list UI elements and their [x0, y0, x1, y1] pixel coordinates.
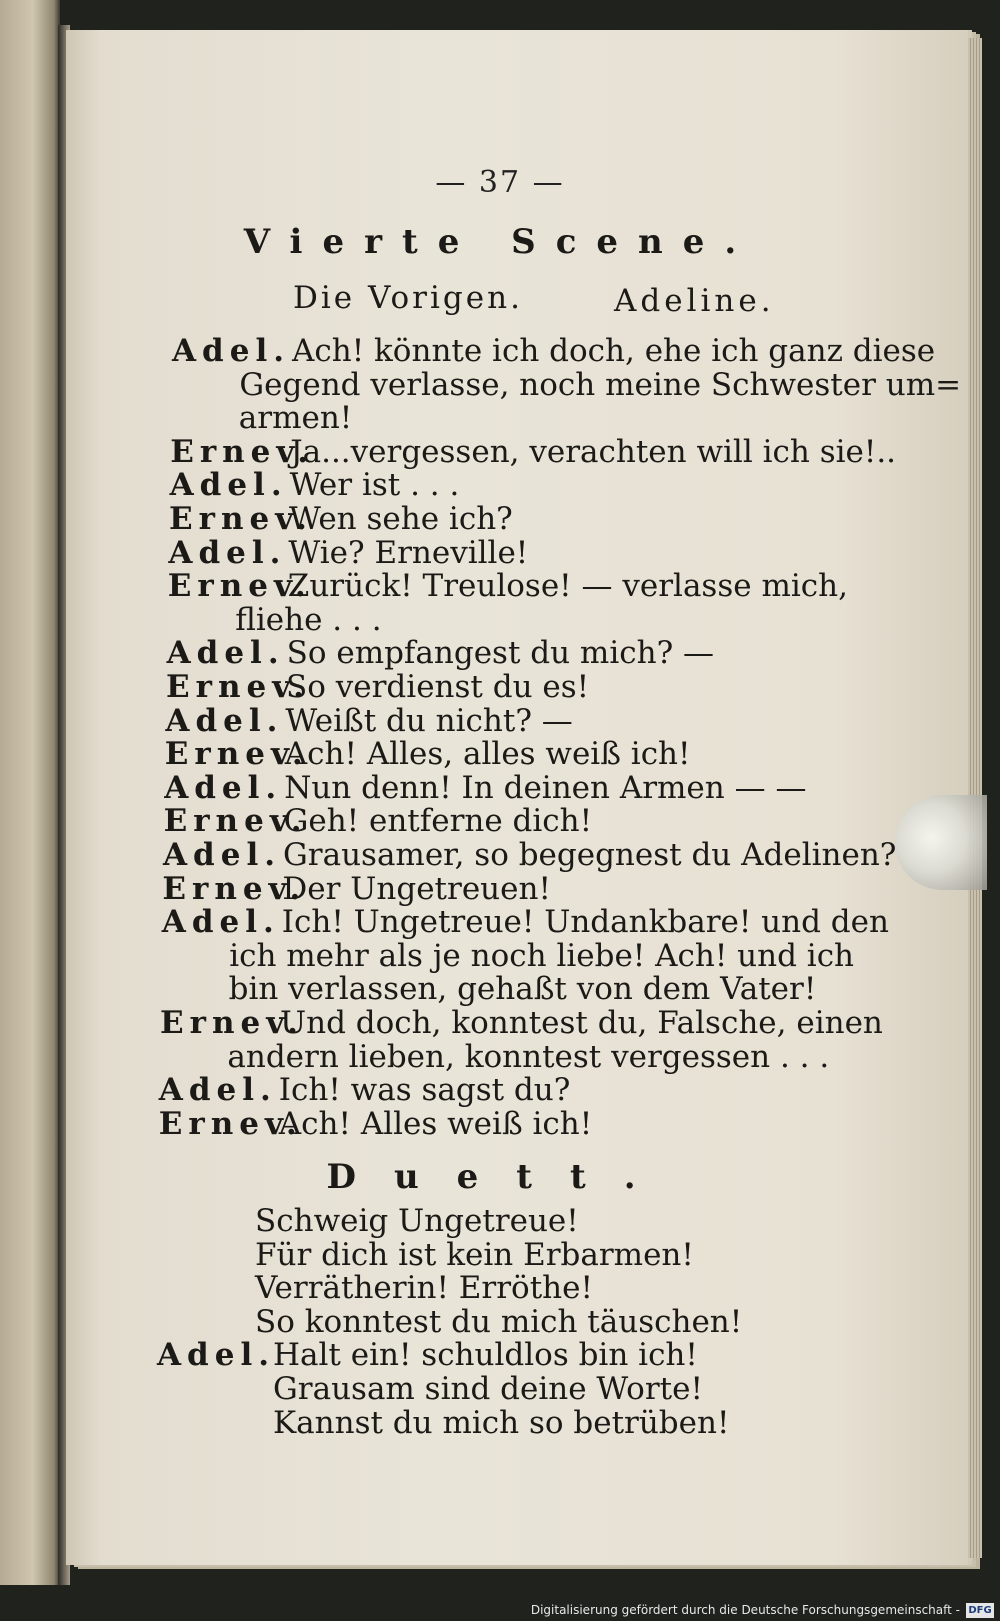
verse-line: Grausam sind deine Worte! — [273, 1371, 703, 1407]
page-clip — [895, 795, 987, 890]
dialogue-line: Wen sehe ich? — [289, 501, 513, 537]
dialogue-line: bin verlassen, gehaßt von dem Vater! — [228, 971, 817, 1008]
dialogue-line: Nun denn! In deinen Armen — — — [284, 769, 807, 806]
dialogue-line: Weißt du nicht? — — [285, 702, 573, 739]
dialogue-line: Grausamer, so begegnest du Adelinen? — [283, 837, 897, 873]
speaker-label: Ernev. — [163, 803, 308, 840]
digitization-credit: Digitalisierung gefördert durch die Deutsche Forschungsgemeinschaft - — [530, 1603, 960, 1617]
speaker-label: Adel. — [166, 635, 285, 672]
speaker-label: Ernev. — [158, 1105, 303, 1142]
speaker-label: Adel. — [163, 837, 282, 873]
page-number: — 37 — — [435, 165, 565, 200]
dialogue-line: Ach! könnte ich doch, ehe ich ganz diese — [292, 333, 936, 369]
dialogue-line: Ach! Alles, alles weiß ich! — [284, 736, 691, 773]
dialogue-line: Geh! entferne dich! — [283, 803, 593, 840]
verse-line: Verrätherin! Erröthe! — [255, 1270, 593, 1307]
speaker-label: Adel. — [172, 333, 291, 369]
speaker-label: Ernev. — [170, 433, 315, 470]
duet-title: Duett. — [326, 1157, 674, 1197]
verse-line: Schweig Ungetreue! — [255, 1203, 579, 1239]
dialogue-line: Ich! was sagst du? — [278, 1072, 571, 1109]
dialogue-line: Wer ist . . . — [289, 467, 460, 504]
scene-cast-right: Adeline. — [614, 283, 775, 319]
dialogue-line: armen! — [238, 400, 353, 437]
verse-line: So konntest du mich täuschen! — [255, 1303, 743, 1340]
dialogue-line: ich mehr als je noch liebe! Ach! und ich — [229, 937, 855, 974]
dialogue-line: Ja...vergessen, verachten will ich sie!.. — [290, 433, 897, 470]
dialogue-line: Und doch, konntest du, Falsche, einen — [280, 1005, 883, 1041]
dialogue-line: So verdienst du es! — [286, 669, 590, 705]
dialogue-line: Wie? Erneville! — [288, 534, 529, 571]
speaker-label: Ernev. — [160, 1005, 304, 1041]
speaker-label: Ernev. — [169, 501, 313, 537]
dialogue-line: Zurück! Treulose! — verlasse mich, — [287, 568, 848, 605]
scene-cast-left: Die Vorigen. — [293, 280, 523, 316]
speaker-label: Ernev. — [166, 669, 310, 705]
verse-line: Kannst du mich so betrüben! — [273, 1404, 730, 1441]
dialogue-line: andern lieben, konntest vergessen . . . — [227, 1038, 830, 1075]
verse-line: Für dich ist kein Erbarmen! — [255, 1236, 694, 1273]
dfg-logo: DFG — [966, 1603, 994, 1618]
dialogue-line: Ach! Alles weiß ich! — [278, 1105, 593, 1142]
dialogue-line: So empfangest du mich? — — [286, 635, 715, 672]
speaker-label: Ernev. — [162, 870, 307, 907]
dialogue-line: Ich! Ungetreue! Undankbare! und den — [281, 904, 889, 941]
dialogue-line: Gegend verlasse, noch meine Schwester um= — [239, 366, 962, 403]
speaker-label: Adel. — [158, 1072, 277, 1109]
speaker-label: Adel. — [169, 467, 288, 504]
speaker-label: Adel. — [161, 904, 280, 941]
speaker-label: Ernev. — [167, 568, 312, 605]
speaker-label: Ernev. — [164, 736, 309, 773]
dialogue-line: Der Ungetreuen! — [282, 870, 551, 907]
speaker-label: Adel. — [165, 702, 284, 739]
verse-line: Halt ein! schuldlos bin ich! — [273, 1337, 698, 1374]
speaker-label: Adel. — [157, 1337, 276, 1374]
speaker-label: Adel. — [168, 534, 287, 571]
scene-title: Vierte Scene. — [243, 222, 757, 262]
speaker-label: Adel. — [164, 769, 283, 806]
dialogue-line: fliehe . . . — [235, 601, 382, 638]
